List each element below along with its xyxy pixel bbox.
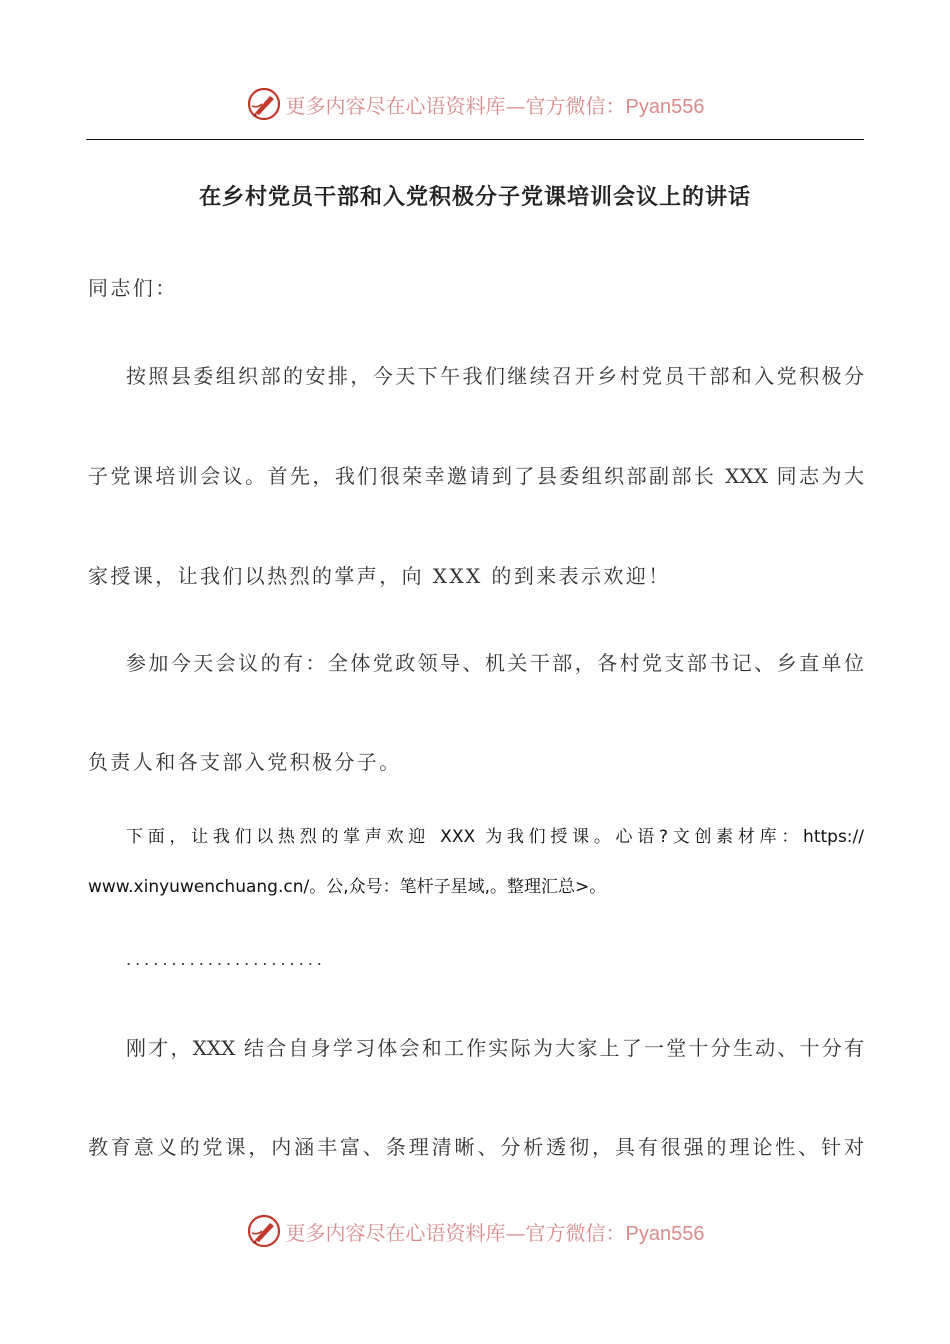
footer-banner-text: 更多内容尽在心语资料库—官方微信： xyxy=(285,1220,626,1245)
footer-wechat-id: Pyan556 xyxy=(625,1222,705,1245)
header-banner xyxy=(0,84,950,124)
pen-logo-icon xyxy=(246,1213,282,1249)
salutation: 同志们： xyxy=(88,276,178,300)
header-wechat-id: Pyan556 xyxy=(625,95,705,118)
pen-logo-icon xyxy=(246,86,282,122)
paragraph-line-4: 参加今天会议的有：全体党政领导、机关干部，各村党支部书记、乡直单位 xyxy=(126,651,864,675)
paragraph-line-7: www.xinyuwenchuang.cn/。公,众号：笔杆子星域,。整理汇总>。 xyxy=(88,877,607,897)
header-banner-text: 更多内容尽在心语资料库—官方微信： xyxy=(285,93,626,118)
paragraph-line-6: 下面，让我们以热烈的掌声欢迎 XXX 为我们授课。心语?文创素材库：https:// xyxy=(126,827,864,847)
paragraph-line-3: 家授课，让我们以热烈的掌声，向 XXX 的到来表示欢迎！ xyxy=(88,564,671,588)
paragraph-line-1: 按照县委组织部的安排，今天下午我们继续召开乡村党员干部和入党积极分 xyxy=(126,364,864,388)
footer-banner xyxy=(0,1211,950,1251)
document-title: 在乡村党员干部和入党积极分子党课培训会议上的讲话 xyxy=(198,184,751,210)
paragraph-line-9: 教育意义的党课，内涵丰富、条理清晰、分析透彻，具有很强的理论性、针对 xyxy=(88,1135,864,1159)
ellipsis-separator: ...................... xyxy=(126,950,326,969)
paragraph-line-5: 负责人和各支部入党积极分子。 xyxy=(88,750,402,774)
paragraph-line-8: 刚才，XXX 结合自身学习体会和工作实际为大家上了一堂十分生动、十分有 xyxy=(126,1036,864,1060)
header-divider xyxy=(86,139,864,140)
paragraph-line-2: 子党课培训会议。首先，我们很荣幸邀请到了县委组织部副部长 XXX 同志为大 xyxy=(88,464,864,488)
